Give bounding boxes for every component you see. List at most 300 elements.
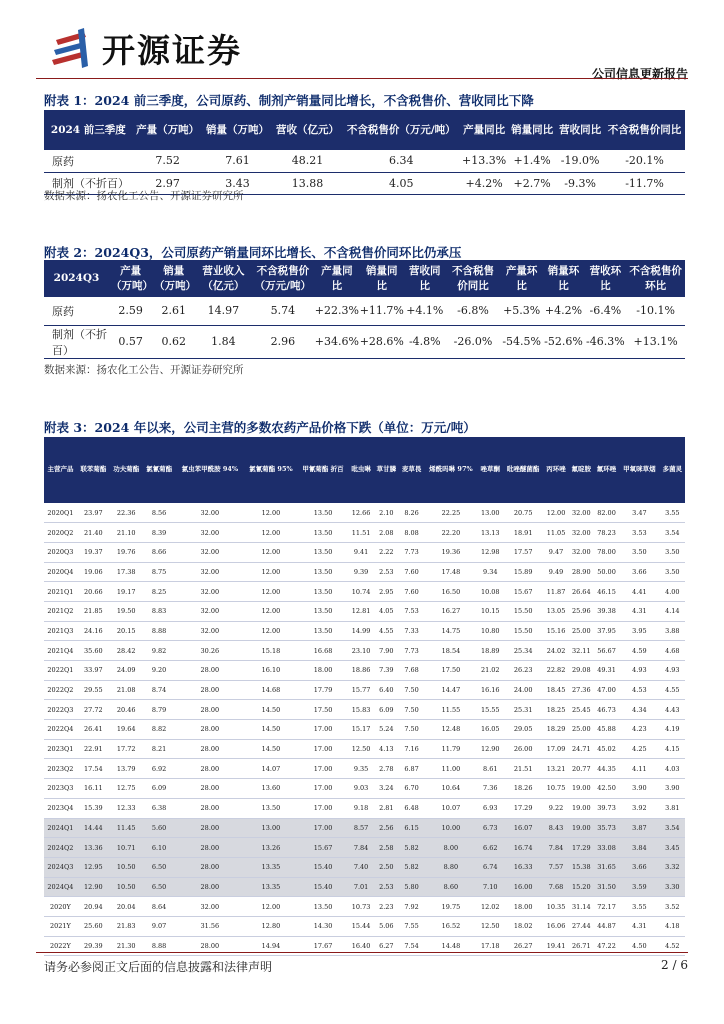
table3-cell: 21.02: [478, 661, 503, 681]
table3-cell: 3.32: [660, 857, 685, 877]
table3-cell: 5.24: [374, 720, 399, 740]
table3-cell: 18.00: [503, 897, 544, 917]
table2-cell: 1.84: [195, 325, 251, 358]
table3-cell: 17.72: [110, 739, 143, 759]
table3-cell: 35.73: [594, 818, 619, 838]
table2-cell: 5.74: [251, 297, 314, 325]
table3-cell: 12.66: [348, 503, 373, 523]
table2-cell: 原药: [44, 297, 109, 325]
table3-cell: 21.40: [77, 523, 110, 543]
table2-cell: -26.0%: [445, 325, 500, 358]
table3-cell: 24.09: [110, 661, 143, 681]
table3-cell: 5.82: [399, 838, 424, 858]
table1-header-cell: 营收（亿元）: [273, 110, 343, 150]
table3-cell: 12.00: [244, 601, 297, 621]
table3-cell: 18.86: [348, 661, 373, 681]
table3-cell: 44.35: [594, 759, 619, 779]
table2-cell: 0.57: [109, 325, 152, 358]
table3-cell: 6.50: [143, 877, 176, 897]
table3-cell: 18.91: [503, 523, 544, 543]
table3-title: 附表 3：2024 年以来，公司主营的多数农药产品价格下跌（单位：万元/吨）: [44, 420, 476, 435]
table3-cell: 7.73: [399, 641, 424, 661]
table2-header-cell: 产量（万吨）: [109, 260, 152, 297]
table3-cell: 6.92: [143, 759, 176, 779]
table3-cell: 10.08: [478, 582, 503, 602]
table1-cell: -20.1%: [604, 150, 685, 172]
table3-cell: 16.50: [424, 582, 477, 602]
table3-cell: 10.71: [110, 838, 143, 858]
table3-cell: 2.56: [374, 818, 399, 838]
table3-cell: 6.09: [374, 700, 399, 720]
table1-cell: 13.88: [273, 172, 343, 194]
legal-disclaimer: 请务必参阅正文后面的信息披露和法律声明: [44, 960, 273, 974]
table3-cell: 7.16: [399, 739, 424, 759]
table3-cell: 8.66: [143, 542, 176, 562]
table3-cell: 13.00: [244, 818, 297, 838]
table3-cell: 3.50: [619, 542, 660, 562]
table3-cell: 15.89: [503, 562, 544, 582]
table3-cell: 3.24: [374, 779, 399, 799]
table2-cell: 0.62: [152, 325, 195, 358]
table2-cell: +11.7%: [359, 297, 404, 325]
table3-header-cell: 氯虫苯甲酰胺 94%: [176, 437, 245, 503]
table3-cell: 23.97: [77, 503, 110, 523]
table1-cell: 7.52: [133, 150, 203, 172]
table3-cell: 2.78: [374, 759, 399, 779]
table3-cell: 6.15: [399, 818, 424, 838]
table-row: [44, 857, 685, 877]
table3-period-cell: 2023Q2: [44, 759, 77, 779]
table-row: [44, 838, 685, 858]
table2-cell: +4.2%: [543, 297, 585, 325]
table2-cell: -6.8%: [445, 297, 500, 325]
table2-cell: 制剂（不折百）: [44, 325, 109, 358]
table3-cell: 31.56: [176, 916, 245, 936]
table3-cell: 8.21: [143, 739, 176, 759]
table3-cell: 32.11: [569, 641, 594, 661]
table1-header-cell: 销量（万吨）: [203, 110, 273, 150]
table3-cell: 30.26: [176, 641, 245, 661]
table2-cell: -10.1%: [626, 297, 685, 325]
table3-cell: 11.45: [110, 818, 143, 838]
table2-header-cell: 营收环比: [584, 260, 626, 297]
table3-cell: 25.96: [569, 601, 594, 621]
table3-cell: 7.54: [399, 936, 424, 956]
table3-header-cell: 吡唑醚菌酯: [503, 437, 544, 503]
table3-cell: 12.95: [77, 857, 110, 877]
table3-period-cell: 2023Q1: [44, 739, 77, 759]
table3-cell: 15.44: [348, 916, 373, 936]
table3-cell: 7.40: [348, 857, 373, 877]
table3-cell: 4.23: [619, 720, 660, 740]
table3-cell: 28.00: [176, 877, 245, 897]
table3-cell: 4.00: [660, 582, 685, 602]
table3-cell: 3.47: [619, 503, 660, 523]
table-row: [44, 700, 685, 720]
table3-cell: 17.48: [424, 562, 477, 582]
table3-cell: 26.64: [569, 582, 594, 602]
table2-source: 数据来源：扬农化工公告、开源证券研究所: [44, 364, 244, 376]
table3-cell: 4.68: [660, 641, 685, 661]
table3-cell: 8.43: [543, 818, 568, 838]
table3-cell: 11.55: [424, 700, 477, 720]
table3-cell: 3.53: [619, 523, 660, 543]
table2-header-cell: 营业收入（亿元）: [195, 260, 251, 297]
table3-cell: 7.10: [478, 877, 503, 897]
table3-cell: 3.30: [660, 877, 685, 897]
table3-header-cell: 主营产品: [44, 437, 77, 503]
table-row: [44, 897, 685, 917]
table3-cell: 10.64: [424, 779, 477, 799]
table3-period-cell: 2021Y: [44, 916, 77, 936]
table3-cell: 17.00: [298, 759, 349, 779]
table3-cell: 3.92: [619, 798, 660, 818]
table3-cell: 5.60: [143, 818, 176, 838]
table3-cell: 31.65: [594, 857, 619, 877]
table2-cell: +22.3%: [314, 297, 359, 325]
table3-cell: 8.88: [143, 621, 176, 641]
table3-cell: 5.82: [399, 857, 424, 877]
table3-cell: 8.74: [143, 680, 176, 700]
table3-cell: 19.76: [110, 542, 143, 562]
table2-header-row: [44, 260, 685, 297]
header-divider: [36, 78, 688, 79]
table3-cell: 13.26: [244, 838, 297, 858]
table3-cell: 31.14: [569, 897, 594, 917]
table-row: [44, 601, 685, 621]
table3-cell: 2.50: [374, 857, 399, 877]
table3-cell: 13.50: [298, 523, 349, 543]
table3-cell: 17.09: [543, 739, 568, 759]
table3-cell: 10.50: [110, 857, 143, 877]
table3-cell: 17.00: [298, 739, 349, 759]
table3-cell: 14.94: [244, 936, 297, 956]
table3-cell: 12.00: [244, 523, 297, 543]
table3-cell: 9.03: [348, 779, 373, 799]
table3-cell: 18.26: [503, 779, 544, 799]
table3-cell: 4.19: [660, 720, 685, 740]
table3-cell: 9.41: [348, 542, 373, 562]
page-header: [36, 20, 688, 80]
table3-cell: 12.00: [244, 562, 297, 582]
table3-cell: 19.00: [569, 798, 594, 818]
table3-cell: 25.31: [503, 700, 544, 720]
table3-header-cell: 草甘膦: [374, 437, 399, 503]
table3-cell: 13.13: [478, 523, 503, 543]
table1-header-row: [44, 110, 685, 150]
table3-cell: 6.27: [374, 936, 399, 956]
table3-header-cell: 唑草酮: [478, 437, 503, 503]
table3-cell: 3.50: [660, 562, 685, 582]
table3-cell: 13.50: [244, 798, 297, 818]
table3-cell: 3.52: [660, 897, 685, 917]
table3-period-cell: 2020Q1: [44, 503, 77, 523]
table3-cell: 16.06: [543, 916, 568, 936]
table3-cell: 28.00: [176, 779, 245, 799]
table3-cell: 28.00: [176, 739, 245, 759]
table1-header-cell: 销量同比: [508, 110, 556, 150]
table3-cell: 10.00: [424, 818, 477, 838]
table3-cell: 15.39: [77, 798, 110, 818]
table-row: [44, 562, 685, 582]
table3-header-cell: 甲氧咪草烟: [619, 437, 660, 503]
table3-cell: 4.55: [374, 621, 399, 641]
table1-cell: -19.0%: [556, 150, 604, 172]
table3-cell: 7.55: [399, 916, 424, 936]
table3-header-cell: 甲氰菊酯 折百: [298, 437, 349, 503]
table3-cell: 19.36: [424, 542, 477, 562]
table3-cell: 12.90: [77, 877, 110, 897]
table3-cell: 28.00: [176, 720, 245, 740]
table3-cell: 13.50: [298, 503, 349, 523]
table3-cell: 6.40: [374, 680, 399, 700]
table3-cell: 7.33: [399, 621, 424, 641]
table2-header-cell: 产量同比: [314, 260, 359, 297]
table3-cell: 12.00: [543, 503, 568, 523]
table3-cell: 15.50: [503, 601, 544, 621]
table3-cell: 13.05: [543, 601, 568, 621]
table3-cell: 8.79: [143, 700, 176, 720]
table3-cell: 37.95: [594, 621, 619, 641]
table3-cell: 9.49: [543, 562, 568, 582]
table3-period-cell: 2021Q2: [44, 601, 77, 621]
brand-name: 开源证券: [102, 30, 242, 70]
table1-source: 数据来源：扬农化工公告、开源证券研究所: [44, 190, 244, 202]
table3-cell: 17.18: [478, 936, 503, 956]
table-row: [44, 503, 685, 523]
brand-logo: [50, 24, 310, 72]
table3-period-cell: 2024Q2: [44, 838, 77, 858]
table3-cell: 22.91: [77, 739, 110, 759]
table3-cell: 7.92: [399, 897, 424, 917]
table3-cell: 13.35: [244, 857, 297, 877]
table3-cell: 12.98: [478, 542, 503, 562]
table3-cell: 9.34: [478, 562, 503, 582]
table3-cell: 17.00: [298, 798, 349, 818]
table3-cell: 39.73: [594, 798, 619, 818]
table3-cell: 2.23: [374, 897, 399, 917]
table3-header-row: [44, 437, 685, 503]
table3-cell: 2.53: [374, 562, 399, 582]
table-row: [44, 739, 685, 759]
table3-cell: 14.44: [77, 818, 110, 838]
table2-cell: -52.6%: [543, 325, 585, 358]
table3-cell: 4.55: [660, 680, 685, 700]
table1-header-cell: 2024 前三季度: [44, 110, 133, 150]
table2-cell: +34.6%: [314, 325, 359, 358]
table3-cell: 26.00: [503, 739, 544, 759]
table3-cell: 7.90: [374, 641, 399, 661]
table1-header-cell: 产量同比: [460, 110, 508, 150]
table3-cell: 6.73: [478, 818, 503, 838]
table3-header-cell: 联苯菊酯: [77, 437, 110, 503]
table3-cell: 20.15: [110, 621, 143, 641]
table3-cell: 28.00: [176, 680, 245, 700]
table-row: [44, 523, 685, 543]
table-row: [44, 641, 685, 661]
table3-cell: 12.81: [348, 601, 373, 621]
table3-cell: 28.00: [176, 661, 245, 681]
table3-cell: 4.14: [660, 601, 685, 621]
table3-cell: 18.25: [543, 700, 568, 720]
table3-cell: 11.87: [543, 582, 568, 602]
table3-cell: 6.09: [143, 779, 176, 799]
table3-cell: 12.50: [478, 916, 503, 936]
table3-cell: 16.11: [77, 779, 110, 799]
table3-cell: 12.48: [424, 720, 477, 740]
table3-cell: 3.81: [660, 798, 685, 818]
table3-period-cell: 2022Q2: [44, 680, 77, 700]
table3-period-cell: 2023Q4: [44, 798, 77, 818]
table3-cell: 3.59: [619, 877, 660, 897]
table1-cell: +4.2%: [460, 172, 508, 194]
table3-cell: 20.66: [77, 582, 110, 602]
table3-cell: 10.15: [478, 601, 503, 621]
table3-cell: 12.00: [244, 503, 297, 523]
table3-header-cell: 氯氰菊酯 95%: [244, 437, 297, 503]
table3-cell: 13.79: [110, 759, 143, 779]
table3-cell: 4.52: [660, 936, 685, 956]
table3-cell: 17.00: [298, 779, 349, 799]
table3-cell: 10.35: [543, 897, 568, 917]
table3-cell: 14.07: [244, 759, 297, 779]
table3-cell: 15.40: [298, 857, 349, 877]
table3-cell: 20.75: [503, 503, 544, 523]
table3-cell: 28.00: [176, 759, 245, 779]
table3-cell: 8.57: [348, 818, 373, 838]
table3-cell: 22.25: [424, 503, 477, 523]
table3-cell: 14.99: [348, 621, 373, 641]
table3-cell: 8.26: [399, 503, 424, 523]
table3-cell: 6.10: [143, 838, 176, 858]
table3-cell: 8.80: [424, 857, 477, 877]
table1-header-cell: 产量（万吨）: [133, 110, 203, 150]
table3-cell: 44.87: [594, 916, 619, 936]
table3-cell: 19.00: [569, 779, 594, 799]
table3-cell: 24.02: [543, 641, 568, 661]
table3-cell: 8.56: [143, 503, 176, 523]
table3-cell: 12.90: [478, 739, 503, 759]
table3-cell: 4.34: [619, 700, 660, 720]
table3-period-cell: 2020Q2: [44, 523, 77, 543]
table3-cell: 14.47: [424, 680, 477, 700]
table2: [44, 260, 685, 359]
table3-cell: 7.50: [399, 680, 424, 700]
table3-cell: 15.67: [503, 582, 544, 602]
table3-cell: 6.50: [143, 857, 176, 877]
table3-cell: 9.18: [348, 798, 373, 818]
table3-cell: 6.48: [399, 798, 424, 818]
table3-cell: 13.36: [77, 838, 110, 858]
table3-cell: 8.75: [143, 562, 176, 582]
table3-cell: 16.52: [424, 916, 477, 936]
table-row: [44, 582, 685, 602]
table3-cell: 78.00: [594, 542, 619, 562]
table3-cell: 46.73: [594, 700, 619, 720]
table3-cell: 20.94: [77, 897, 110, 917]
table3-cell: 9.39: [348, 562, 373, 582]
table3-period-cell: 2021Q4: [44, 641, 77, 661]
table3-cell: 12.00: [244, 897, 297, 917]
table2-header-cell: 营收同比: [404, 260, 445, 297]
table3-cell: 22.82: [543, 661, 568, 681]
table3-cell: 4.93: [660, 661, 685, 681]
table3-cell: 8.64: [143, 897, 176, 917]
table3-cell: 47.22: [594, 936, 619, 956]
table3-cell: 11.51: [348, 523, 373, 543]
table3-header-cell: 丙环唑: [543, 437, 568, 503]
table3-cell: 4.93: [619, 661, 660, 681]
table3-cell: 24.16: [77, 621, 110, 641]
table3-cell: 15.67: [298, 838, 349, 858]
table3-cell: 9.47: [543, 542, 568, 562]
table3-cell: 8.83: [143, 601, 176, 621]
table3-cell: 17.54: [77, 759, 110, 779]
table3-cell: 28.00: [176, 818, 245, 838]
table3-cell: 8.00: [424, 838, 477, 858]
table3-cell: 8.61: [478, 759, 503, 779]
table3-cell: 82.00: [594, 503, 619, 523]
table3-cell: 49.31: [594, 661, 619, 681]
table3-cell: 14.50: [244, 700, 297, 720]
table3-cell: 7.68: [543, 877, 568, 897]
table3-cell: 12.50: [348, 739, 373, 759]
table3-cell: 15.16: [543, 621, 568, 641]
table3-cell: 18.29: [543, 720, 568, 740]
table3-cell: 31.50: [594, 877, 619, 897]
table3-cell: 20.04: [110, 897, 143, 917]
table3-cell: 4.31: [619, 601, 660, 621]
table3-cell: 2.53: [374, 877, 399, 897]
table3-cell: 11.05: [543, 523, 568, 543]
table3-cell: 13.50: [298, 897, 349, 917]
table2-cell: +4.1%: [404, 297, 445, 325]
table2-header-cell: 产量环比: [501, 260, 543, 297]
table-row: [44, 150, 685, 172]
table3-cell: 9.07: [143, 916, 176, 936]
table2-cell: 14.97: [195, 297, 251, 325]
table2-header-cell: 销量（万吨）: [152, 260, 195, 297]
table3-cell: 14.50: [244, 720, 297, 740]
table3-cell: 19.06: [77, 562, 110, 582]
table-row: [44, 621, 685, 641]
table-row: [44, 818, 685, 838]
table3-cell: 16.07: [503, 818, 544, 838]
table3-cell: 33.08: [594, 838, 619, 858]
table3-cell: 19.37: [77, 542, 110, 562]
table3-cell: 21.10: [110, 523, 143, 543]
table3-cell: 2.81: [374, 798, 399, 818]
table-row: [44, 680, 685, 700]
table3-period-cell: 2022Q3: [44, 700, 77, 720]
table3-cell: 4.31: [619, 916, 660, 936]
table1-cell: +1.4%: [508, 150, 556, 172]
table3-cell: 6.70: [399, 779, 424, 799]
table3-cell: 3.54: [660, 523, 685, 543]
table3-period-cell: 2021Q1: [44, 582, 77, 602]
table1-cell: 3.43: [203, 172, 273, 194]
table3-cell: 7.39: [374, 661, 399, 681]
table3-cell: 3.90: [660, 779, 685, 799]
footer-divider: [36, 952, 688, 953]
table3-cell: 20.46: [110, 700, 143, 720]
table3-cell: 42.50: [594, 779, 619, 799]
table3-cell: 12.00: [244, 582, 297, 602]
table3-cell: 7.50: [399, 720, 424, 740]
table3-cell: 32.00: [176, 503, 245, 523]
table3-header-cell: 氟啶胺: [569, 437, 594, 503]
table3-header-cell: 吡虫啉: [348, 437, 373, 503]
